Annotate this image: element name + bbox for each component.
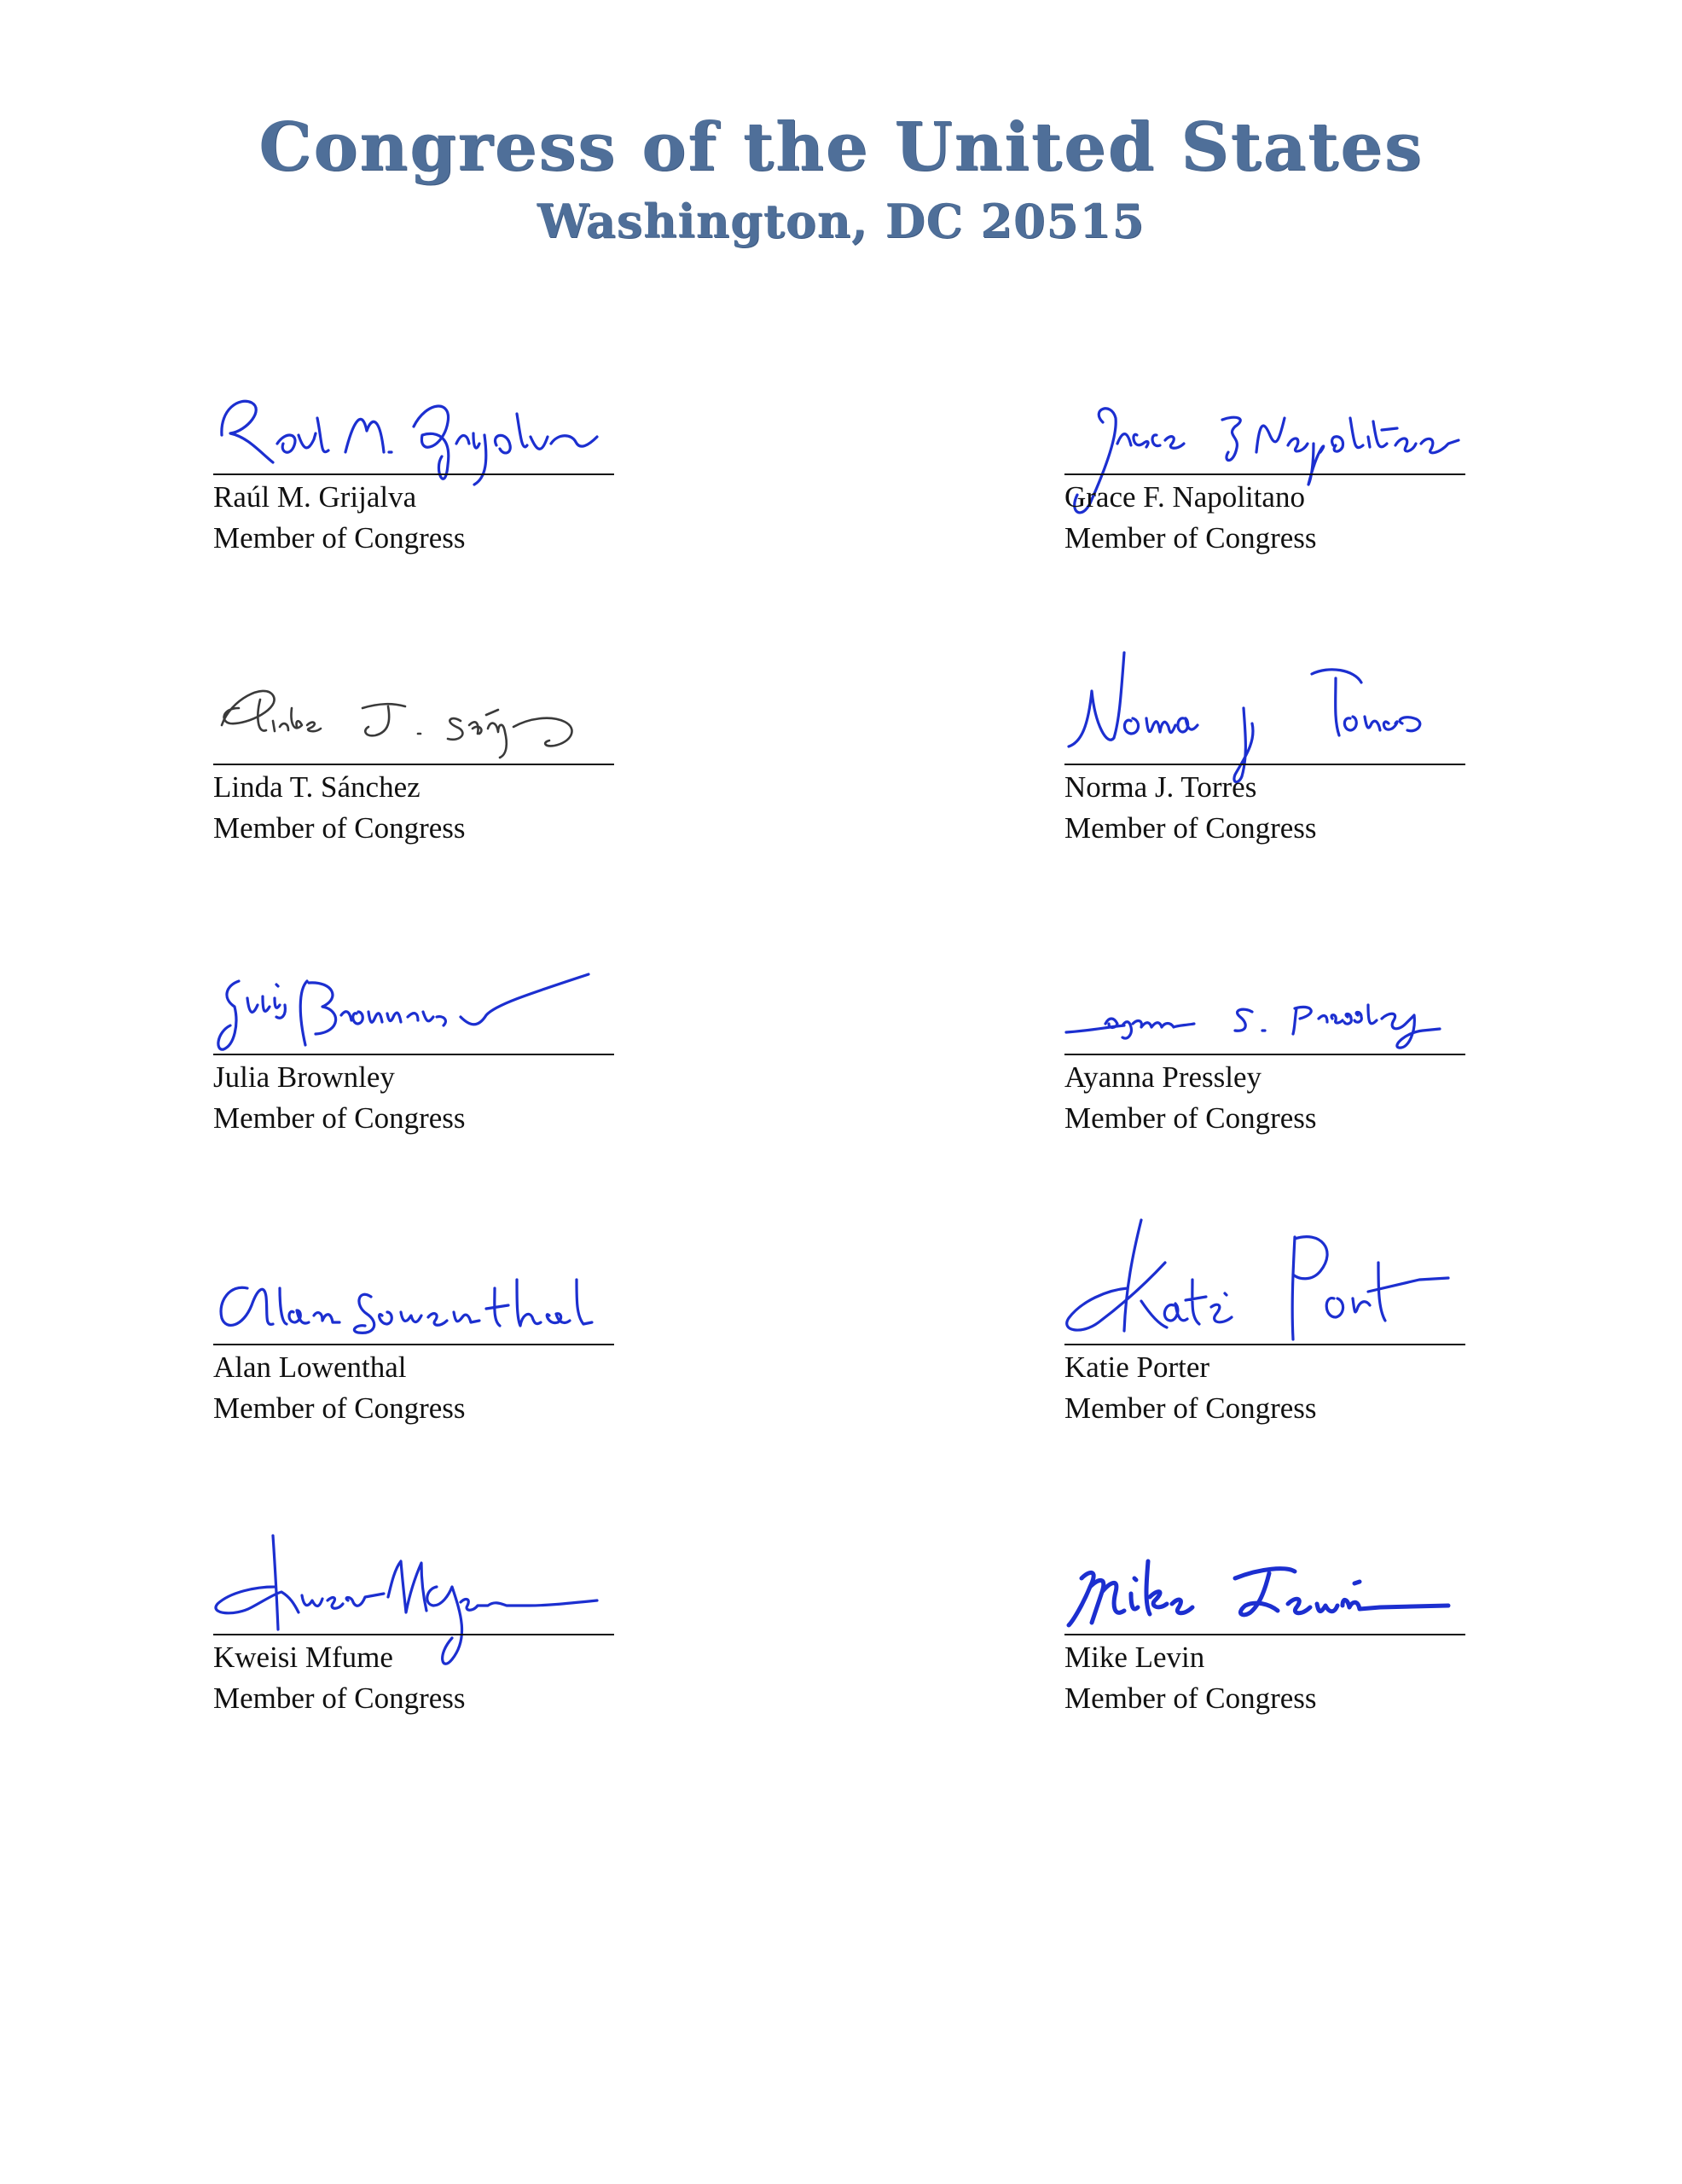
signer-name: Alan Lowenthal (213, 1350, 407, 1384)
signer-title: Member of Congress (213, 1101, 466, 1135)
signer-name: Katie Porter (1064, 1350, 1210, 1384)
handwritten-signature (213, 1254, 614, 1344)
signature-line (213, 473, 614, 475)
signature-line (213, 1634, 614, 1635)
handwritten-signature (1064, 674, 1465, 764)
handwritten-signature (1064, 964, 1465, 1054)
letterhead-title: Congress of the United States (258, 108, 1424, 186)
signature-block-brownley (213, 964, 614, 1135)
handwritten-signature (213, 964, 614, 1054)
handwritten-signature (1064, 1544, 1465, 1634)
signature-line (213, 764, 614, 765)
handwritten-signature (213, 1544, 614, 1634)
signature-line (1064, 473, 1465, 475)
signer-title: Member of Congress (213, 811, 466, 845)
signer-title: Member of Congress (213, 1391, 466, 1425)
signer-name: Linda T. Sánchez (213, 770, 420, 804)
signature-line (1064, 1344, 1465, 1345)
signer-name: Kweisi Mfume (213, 1641, 393, 1674)
signer-title: Member of Congress (1064, 1682, 1317, 1715)
signer-name: Ayanna Pressley (1064, 1060, 1262, 1094)
handwritten-signature (1064, 1254, 1465, 1344)
letterhead (0, 108, 1682, 248)
signer-title: Member of Congress (1064, 1101, 1317, 1135)
signature-line (1064, 764, 1465, 765)
handwritten-signature (213, 674, 614, 764)
signature-line (1064, 1054, 1465, 1055)
signer-name: Grace F. Napolitano (1064, 480, 1305, 514)
signature-block-napolitano (1064, 384, 1465, 555)
handwritten-signature (1064, 384, 1465, 473)
signature-line (213, 1344, 614, 1345)
signature-line (213, 1054, 614, 1055)
signer-name: Julia Brownley (213, 1060, 395, 1094)
letterhead-address: Washington, DC 20515 (536, 193, 1146, 248)
signature-block-levin (1064, 1544, 1465, 1715)
handwritten-signature (213, 384, 614, 473)
signer-title: Member of Congress (213, 1682, 466, 1715)
signer-name: Raúl M. Grijalva (213, 480, 417, 514)
signature-block-porter (1064, 1254, 1465, 1425)
signature-block-mfume (213, 1544, 614, 1715)
signer-title: Member of Congress (213, 521, 466, 555)
signature-line (1064, 1634, 1465, 1635)
signer-name: Norma J. Torres (1064, 770, 1257, 804)
signer-name: Mike Levin (1064, 1641, 1205, 1674)
signature-block-lowenthal (213, 1254, 614, 1425)
signature-block-grijalva (213, 384, 614, 555)
signature-block-sanchez (213, 674, 614, 845)
signature-block-pressley (1064, 964, 1465, 1135)
signer-title: Member of Congress (1064, 811, 1317, 845)
signer-title: Member of Congress (1064, 521, 1317, 555)
signature-block-torres (1064, 674, 1465, 845)
signer-title: Member of Congress (1064, 1391, 1317, 1425)
